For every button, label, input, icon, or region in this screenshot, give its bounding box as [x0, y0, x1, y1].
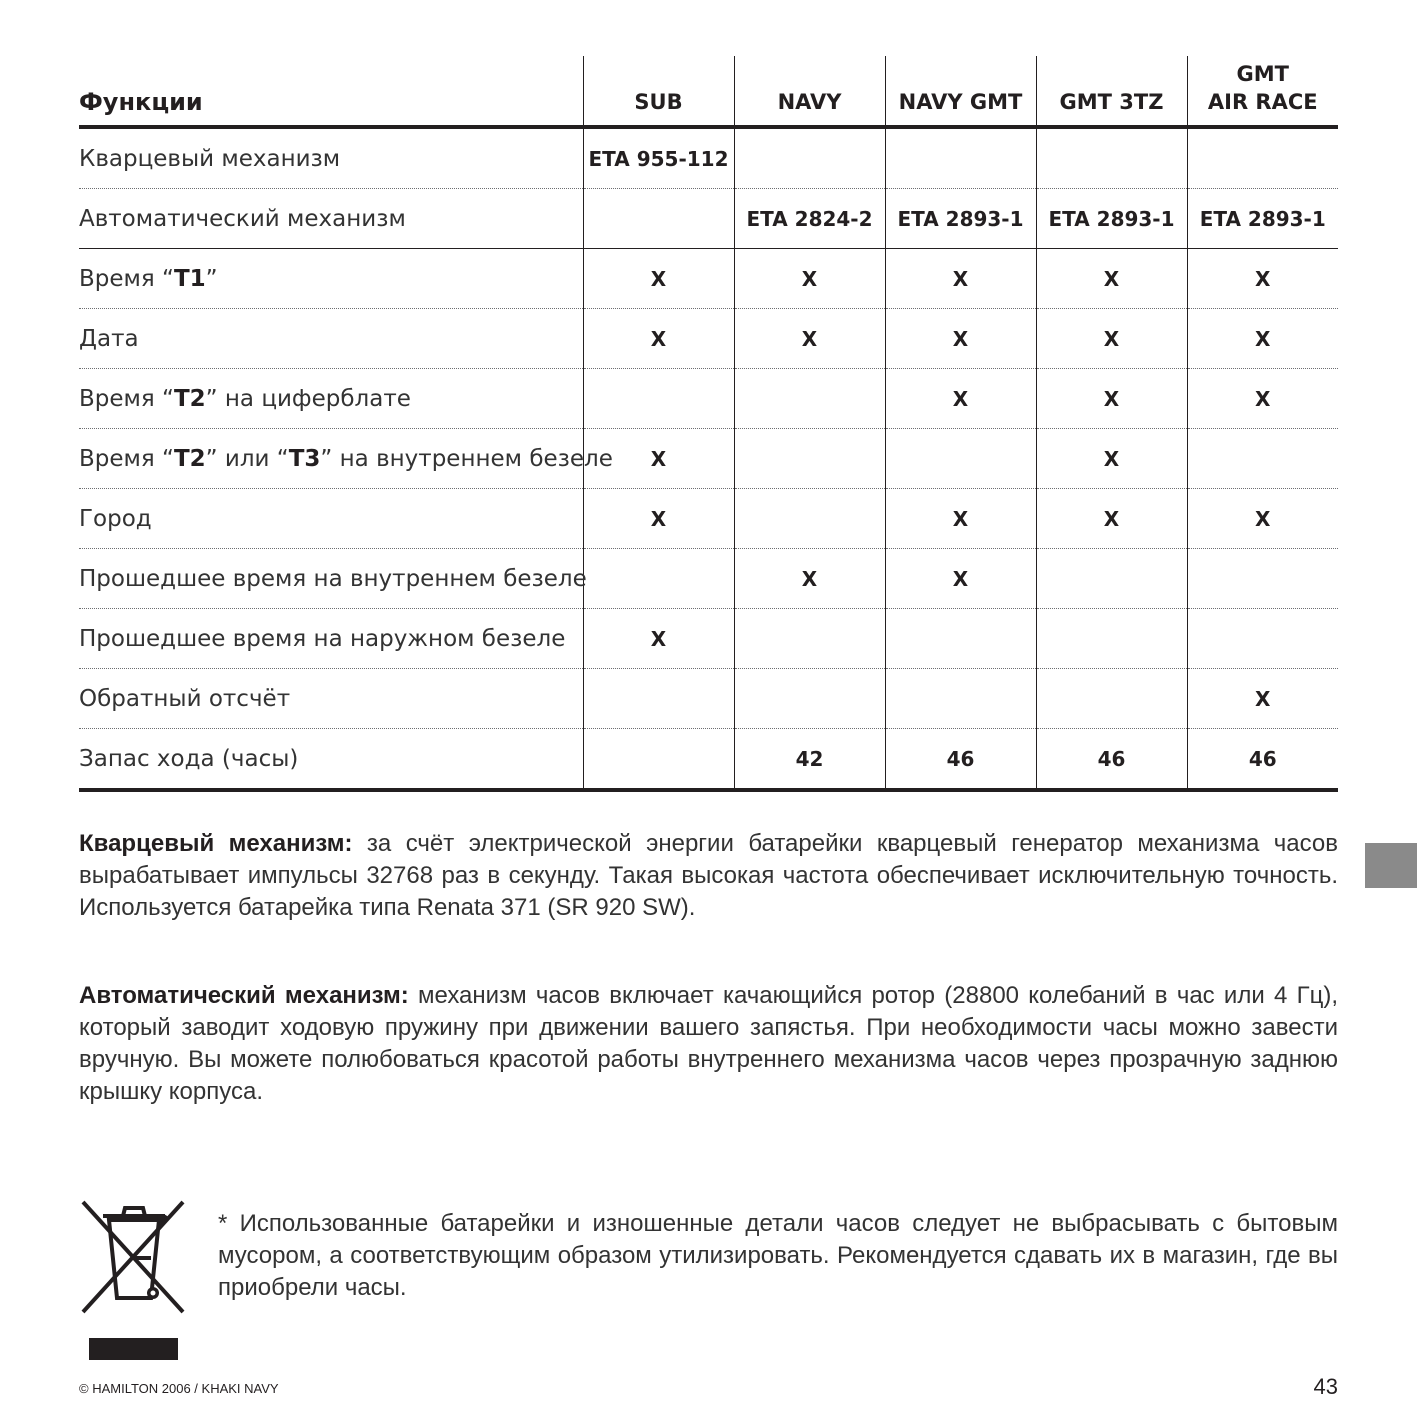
- function-text: ” на внутреннем безеле: [320, 445, 613, 472]
- table-row: [79, 549, 1338, 609]
- model-cell: 46: [1187, 729, 1338, 791]
- table-row: [79, 489, 1338, 549]
- time-zone-code: T1: [173, 265, 206, 292]
- table-header-row: [79, 56, 1338, 127]
- model-cell: X: [583, 249, 734, 309]
- model-cell: X: [1187, 369, 1338, 429]
- function-name: [79, 369, 583, 429]
- model-cell: [1187, 609, 1338, 669]
- section-tab-marker: [1365, 843, 1417, 888]
- model-cell: [1036, 669, 1187, 729]
- black-bar: [89, 1338, 178, 1360]
- function-name: [79, 609, 583, 669]
- table-row: [79, 189, 1338, 249]
- function-name: [79, 127, 583, 189]
- function-name: [79, 309, 583, 369]
- function-text: Город: [79, 505, 152, 532]
- model-cell: X: [885, 549, 1036, 609]
- features-table: [79, 56, 1338, 792]
- function-text: Прошедшее время на наружном безеле: [79, 625, 566, 652]
- page-number: 43: [1313, 1374, 1338, 1399]
- model-cell: ETA 2893-1: [1036, 189, 1187, 249]
- model-cell: X: [734, 549, 885, 609]
- model-cell: 46: [885, 729, 1036, 791]
- function-name: [79, 189, 583, 249]
- model-cell: X: [1036, 369, 1187, 429]
- function-text: Прошедшее время на внутреннем безеле: [79, 565, 587, 592]
- model-cell: [885, 127, 1036, 189]
- model-cell: [734, 369, 885, 429]
- table-row: [79, 127, 1338, 189]
- automatic-title: Автоматический механизм:: [79, 982, 409, 1009]
- table-row: [79, 369, 1338, 429]
- function-text: Запас хода (часы): [79, 745, 299, 772]
- model-cell: [583, 189, 734, 249]
- model-cell: 42: [734, 729, 885, 791]
- table-row: [79, 609, 1338, 669]
- model-cell: X: [1036, 489, 1187, 549]
- model-cell: X: [583, 429, 734, 489]
- model-cell: [583, 369, 734, 429]
- functions-header: Функции: [79, 56, 583, 127]
- model-cell: [734, 669, 885, 729]
- table-row: [79, 309, 1338, 369]
- function-text: ” или “: [205, 445, 289, 472]
- model-cell: [734, 429, 885, 489]
- model-header-sub: SUB: [583, 56, 734, 127]
- model-cell: [1036, 127, 1187, 189]
- model-cell: ETA 955-112: [583, 127, 734, 189]
- function-name: [79, 729, 583, 791]
- model-cell: [734, 127, 885, 189]
- model-cell: X: [1036, 249, 1187, 309]
- function-name: [79, 429, 613, 489]
- table-row: [79, 729, 1338, 791]
- function-name: [79, 549, 587, 609]
- function-text: Время “: [79, 445, 174, 472]
- model-cell: ETA 2824-2: [734, 189, 885, 249]
- quartz-text: за счёт электрической энергии батарейки кварцевый генератор механизма часов вырабатывает импульсы 32768 раз в секунду. Такая высокая частота обеспечивает исключительную точность. Используется батарейка типа Renata 371 (SR 920 SW).: [79, 830, 1338, 921]
- function-name: [79, 249, 583, 309]
- model-cell: X: [1187, 669, 1338, 729]
- model-cell: [734, 489, 885, 549]
- automatic-text: механизм часов включает качающийся ротор (28800 колебаний в час или 4 Гц), который заводит ходовую пружину при движении вашего запястья. При необходимости часы можно завести вручную. Вы можете полюбоваться красотой работы внутреннего механизма часов через прозрачную заднюю крышку корпуса.: [79, 982, 1338, 1105]
- quartz-title: Кварцевый механизм:: [79, 830, 353, 857]
- function-text: Время “: [79, 385, 174, 412]
- time-zone-code: T2: [173, 445, 206, 472]
- quartz-paragraph: [79, 828, 1338, 924]
- model-cell: X: [1187, 489, 1338, 549]
- function-text: Дата: [79, 325, 139, 352]
- model-cell: X: [885, 249, 1036, 309]
- model-header-gmt-air-race: GMT AIR RACE: [1187, 56, 1338, 127]
- model-cell: [583, 549, 734, 609]
- model-cell: [1036, 549, 1187, 609]
- crossed-out-wheelie-bin-icon: [79, 1198, 187, 1316]
- function-text: ” на циферблате: [205, 385, 411, 412]
- model-header-navy-gmt: NAVY GMT: [885, 56, 1036, 127]
- model-header-navy: NAVY: [734, 56, 885, 127]
- footer-copyright: © HAMILTON 2006 / KHAKI NAVY: [79, 1381, 279, 1396]
- model-cell: [885, 429, 1036, 489]
- automatic-paragraph: [79, 980, 1338, 1108]
- model-cell: 46: [1036, 729, 1187, 791]
- table-row: [79, 249, 1338, 309]
- time-zone-code: T3: [288, 445, 321, 472]
- model-cell: [1187, 429, 1338, 489]
- model-cell: X: [1036, 309, 1187, 369]
- model-cell: X: [583, 309, 734, 369]
- model-header-gmt-3tz: GMT 3TZ: [1036, 56, 1187, 127]
- model-cell: X: [583, 609, 734, 669]
- table-row: [79, 429, 1338, 489]
- model-cell: X: [1187, 249, 1338, 309]
- model-cell: X: [1036, 429, 1187, 489]
- model-cell: [734, 609, 885, 669]
- function-name: [79, 489, 583, 549]
- function-text: Кварцевый механизм: [79, 145, 341, 172]
- model-cell: X: [734, 309, 885, 369]
- function-text: Время “: [79, 265, 174, 292]
- model-cell: X: [885, 489, 1036, 549]
- function-text: Обратный отсчёт: [79, 685, 291, 712]
- model-cell: [1187, 127, 1338, 189]
- model-cell: X: [583, 489, 734, 549]
- function-text: Автоматический механизм: [79, 205, 406, 232]
- model-cell: [583, 669, 734, 729]
- model-cell: X: [885, 309, 1036, 369]
- model-cell: [1187, 549, 1338, 609]
- disposal-note: * Использованные батарейки и изношенные детали часов следует не выбрасывать с бытовым мусором, а соответствующим образом утилизировать. Рекомендуется сдавать их в магазин, где вы приобрели часы.: [218, 1210, 1338, 1301]
- function-name: [79, 669, 583, 729]
- model-cell: [885, 669, 1036, 729]
- model-cell: X: [885, 369, 1036, 429]
- table-row: [79, 669, 1338, 729]
- model-cell: ETA 2893-1: [885, 189, 1036, 249]
- model-cell: [1036, 609, 1187, 669]
- model-cell: X: [734, 249, 885, 309]
- function-text: ”: [205, 265, 218, 292]
- model-cell: [583, 729, 734, 791]
- model-cell: [885, 609, 1036, 669]
- model-cell: ETA 2893-1: [1187, 189, 1338, 249]
- model-cell: X: [1187, 309, 1338, 369]
- time-zone-code: T2: [173, 385, 206, 412]
